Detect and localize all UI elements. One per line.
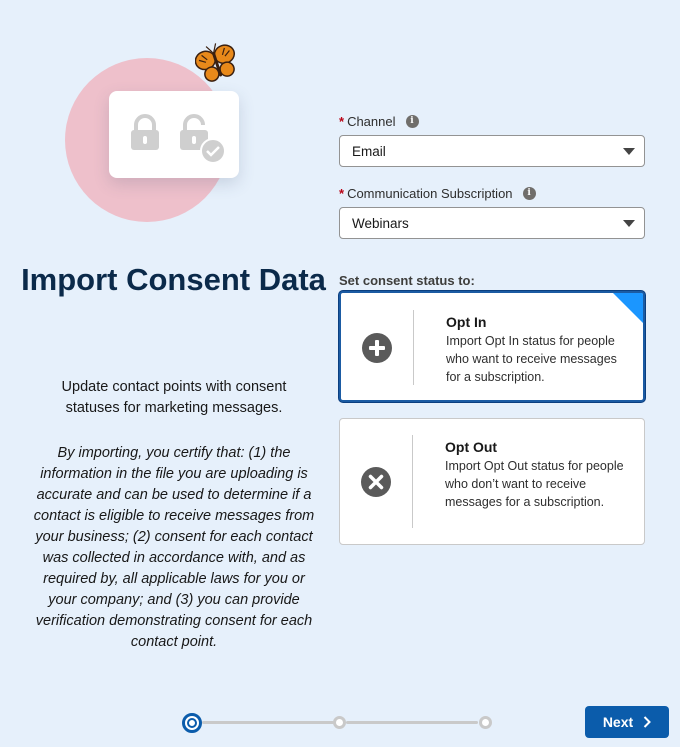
unlock-check-icon — [176, 114, 228, 166]
progress-step-2[interactable] — [333, 716, 346, 729]
lock-icon — [129, 114, 161, 152]
opt-out-description: Import Opt Out status for people who don’t want to receive messages for a subscription. — [445, 459, 624, 509]
required-marker: * — [339, 113, 345, 129]
legal-disclaimer: By importing, you certify that: (1) the information in the file you are uploading is accurate and can be used to determine if a contact is eligible to receive messages from your business; (2) consent for each contact was collected in accordance with, and as required by, all applicable laws for you or your company; and (3) you can provide verification demonstrating consent for each contact point. — [33, 445, 315, 650]
subscription-select-value: Webinars — [352, 215, 409, 231]
channel-select[interactable] — [339, 135, 645, 167]
close-circle-icon — [361, 467, 391, 497]
channel-label-text: Channel — [347, 113, 396, 129]
next-button[interactable] — [585, 706, 669, 738]
channel-field — [339, 112, 645, 167]
next-button-label: Next — [602, 714, 634, 730]
progress-step-1[interactable] — [182, 713, 202, 733]
opt-out-title: Opt Out — [445, 439, 498, 455]
consent-illustration — [60, 40, 250, 230]
progress-indicator — [182, 711, 494, 733]
butterfly-icon — [195, 43, 239, 85]
progress-step-3[interactable] — [479, 716, 492, 729]
option-divider — [413, 310, 414, 385]
page-title: Import Consent Data — [21, 262, 326, 297]
subscription-field — [339, 184, 645, 239]
channel-select-value: Email — [352, 143, 386, 159]
option-divider — [412, 435, 413, 528]
progress-track — [346, 721, 478, 724]
consent-status-label: Set consent status to: — [339, 273, 475, 288]
channel-label — [339, 112, 645, 130]
opt-in-title: Opt In — [446, 314, 487, 330]
add-circle-icon — [362, 333, 392, 363]
subscription-label-text: Communication Subscription — [347, 185, 513, 201]
page-subtitle: Update contact points with consent statuses for marketing messages. — [61, 379, 287, 416]
required-marker: * — [339, 185, 345, 201]
opt-in-description: Import Opt In status for people who want to receive messages for a subscription. — [446, 334, 617, 384]
selected-corner-indicator — [613, 293, 643, 323]
chevron-down-icon — [623, 148, 635, 155]
info-icon[interactable]: i — [523, 187, 536, 200]
info-icon[interactable]: i — [406, 115, 419, 128]
opt-out-option[interactable] — [339, 418, 645, 545]
opt-in-option[interactable] — [339, 291, 645, 402]
chevron-down-icon — [623, 220, 635, 227]
chevron-right-icon — [643, 716, 651, 728]
subscription-select[interactable] — [339, 207, 645, 239]
subscription-label — [339, 184, 645, 202]
progress-track — [202, 721, 334, 724]
